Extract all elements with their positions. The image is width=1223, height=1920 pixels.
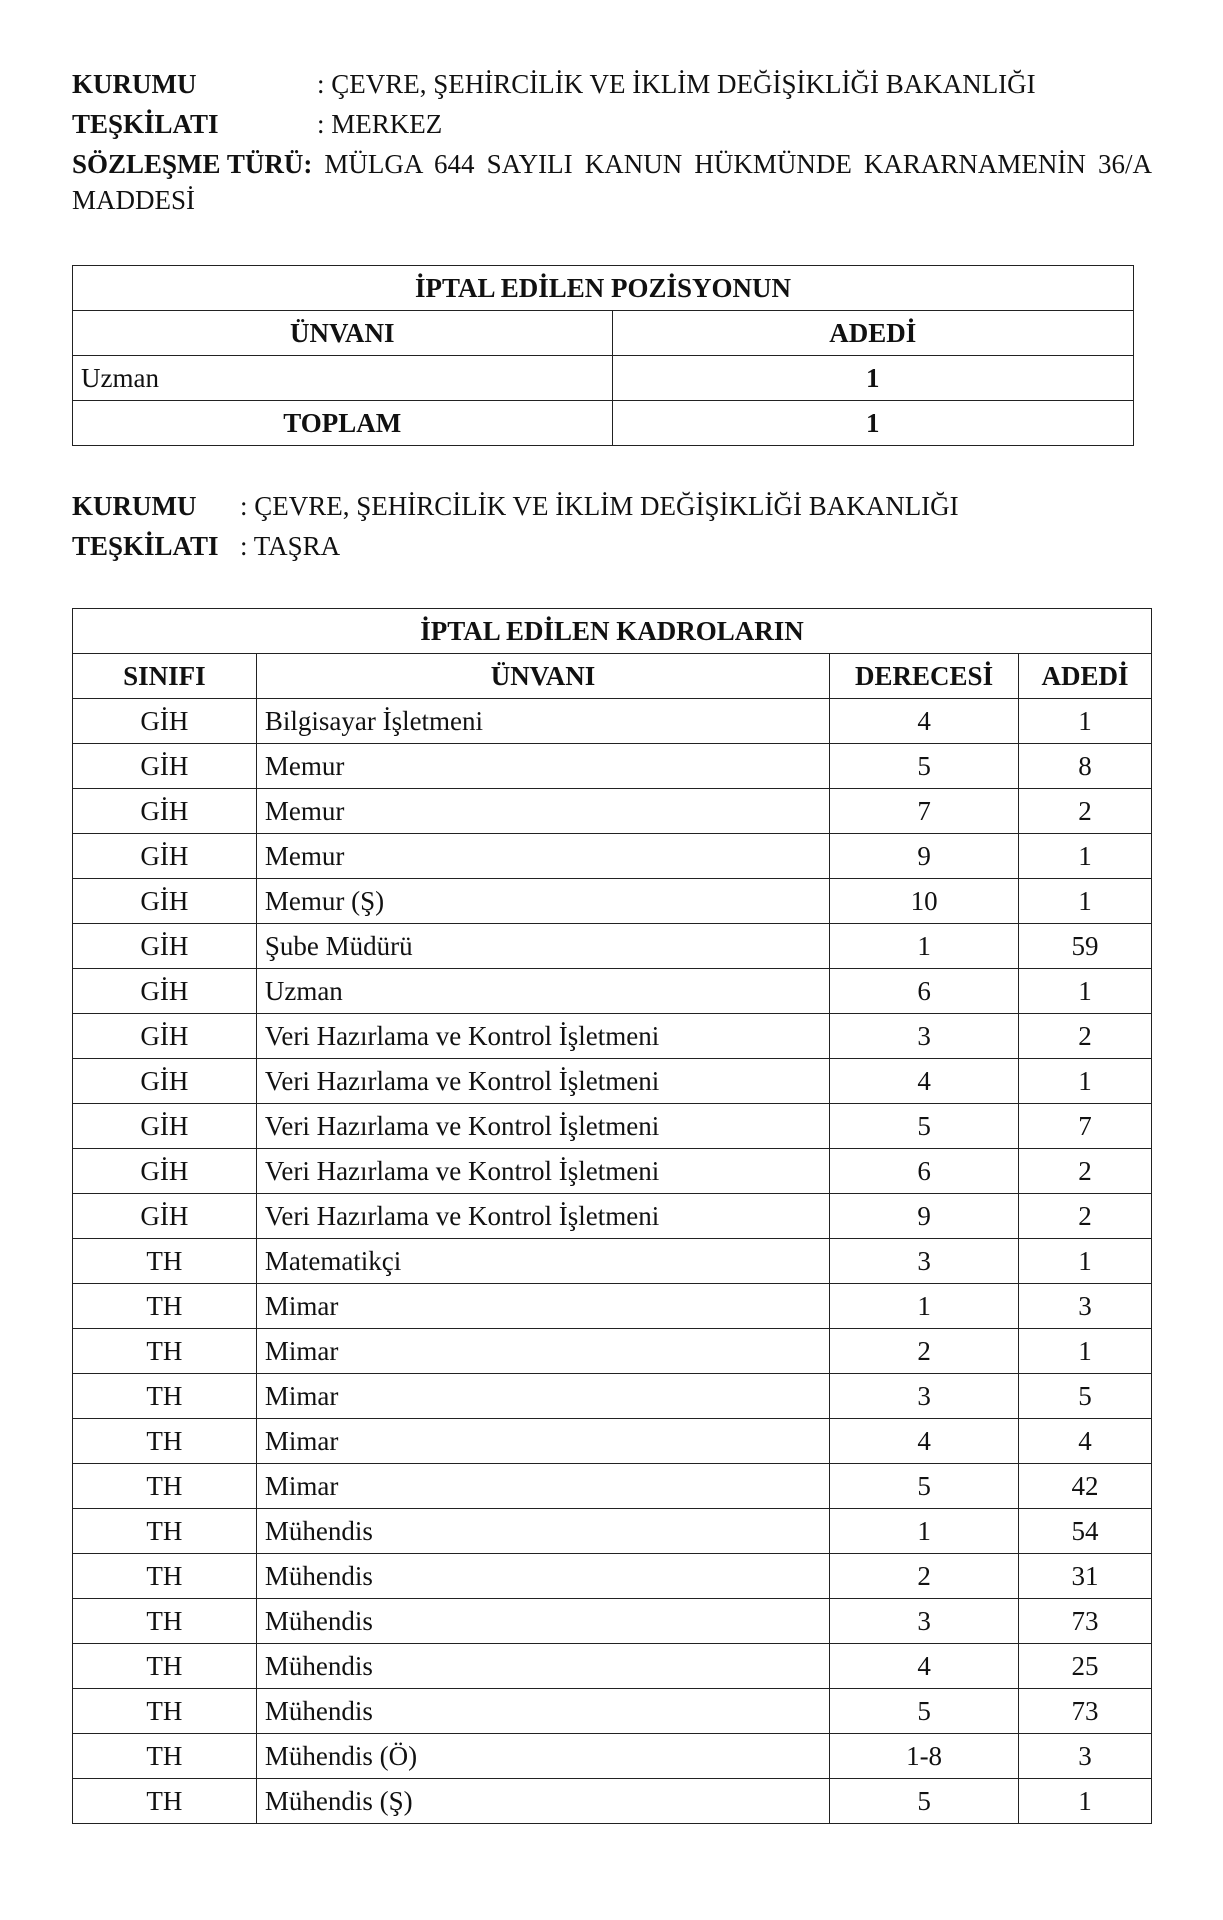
cell-unvani: Mühendis (Ş) <box>256 1779 829 1824</box>
cell-unvani: Memur <box>256 789 829 834</box>
cell-sinifi: TH <box>73 1734 257 1779</box>
table-row <box>73 924 1152 969</box>
cell-sinifi: TH <box>73 1689 257 1734</box>
cell-unvani: Şube Müdürü <box>256 924 829 969</box>
cell-unvani: Mühendis <box>256 1644 829 1689</box>
cell-unvani: Memur <box>256 834 829 879</box>
cell-adedi: 1 <box>1019 969 1152 1014</box>
cell-adedi: 2 <box>1019 1149 1152 1194</box>
cell-adedi: 73 <box>1019 1689 1152 1734</box>
cell-sinifi: TH <box>73 1779 257 1824</box>
cell-adedi: 3 <box>1019 1734 1152 1779</box>
cell-sinifi: TH <box>73 1644 257 1689</box>
cell-unvani: Memur (Ş) <box>256 879 829 924</box>
cell-unvani: Uzman <box>256 969 829 1014</box>
cell-adedi: 7 <box>1019 1104 1152 1149</box>
cell-unvani: Uzman <box>73 356 613 401</box>
table-row <box>73 834 1152 879</box>
cell-adedi: 25 <box>1019 1644 1152 1689</box>
cell-unvani: Veri Hazırlama ve Kontrol İşletmeni <box>256 1059 829 1104</box>
cell-derecesi: 3 <box>830 1374 1019 1419</box>
total-label: TOPLAM <box>73 401 613 446</box>
cell-unvani: Memur <box>256 744 829 789</box>
cell-derecesi: 4 <box>830 699 1019 744</box>
cell-derecesi: 2 <box>830 1554 1019 1599</box>
table-row <box>73 699 1152 744</box>
cell-sinifi: GİH <box>73 744 257 789</box>
kurumu-value: : ÇEVRE, ŞEHİRCİLİK VE İKLİM DEĞİŞİKLİĞİ BAKANLIĞI <box>240 491 959 521</box>
cell-sinifi: TH <box>73 1554 257 1599</box>
cell-sinifi: GİH <box>73 699 257 744</box>
cell-sinifi: TH <box>73 1284 257 1329</box>
cell-sinifi: GİH <box>73 879 257 924</box>
cell-sinifi: TH <box>73 1464 257 1509</box>
table-row <box>73 1554 1152 1599</box>
cell-adedi: 73 <box>1019 1599 1152 1644</box>
cell-derecesi: 5 <box>830 1104 1019 1149</box>
table-row <box>73 789 1152 834</box>
table-row <box>73 1239 1152 1284</box>
table-row <box>73 1644 1152 1689</box>
table-row <box>73 1329 1152 1374</box>
cell-adedi: 3 <box>1019 1284 1152 1329</box>
cell-derecesi: 5 <box>830 1779 1019 1824</box>
cell-derecesi: 5 <box>830 744 1019 789</box>
column-header-adedi: ADEDİ <box>1019 654 1152 699</box>
table-row <box>73 969 1152 1014</box>
table-row <box>73 1599 1152 1644</box>
kadrolar-table-body <box>73 699 1152 1824</box>
cell-adedi: 5 <box>1019 1374 1152 1419</box>
cell-derecesi: 10 <box>830 879 1019 924</box>
cell-unvani: Veri Hazırlama ve Kontrol İşletmeni <box>256 1014 829 1059</box>
sozlesme-label: SÖZLEŞME TÜRÜ: <box>72 149 313 179</box>
table-row <box>73 1194 1152 1239</box>
column-header-derecesi: DERECESİ <box>830 654 1019 699</box>
table-row <box>73 1059 1152 1104</box>
cell-derecesi: 3 <box>830 1014 1019 1059</box>
cell-unvani: Veri Hazırlama ve Kontrol İşletmeni <box>256 1194 829 1239</box>
cell-derecesi: 9 <box>830 834 1019 879</box>
cell-sinifi: GİH <box>73 924 257 969</box>
cell-derecesi: 3 <box>830 1599 1019 1644</box>
cell-sinifi: TH <box>73 1239 257 1284</box>
cell-sinifi: TH <box>73 1374 257 1419</box>
cell-unvani: Veri Hazırlama ve Kontrol İşletmeni <box>256 1149 829 1194</box>
table-row <box>73 1464 1152 1509</box>
cell-sinifi: GİH <box>73 834 257 879</box>
tasra-teskilati-line <box>72 528 340 564</box>
cell-derecesi: 3 <box>830 1239 1019 1284</box>
cell-adedi: 1 <box>1019 1059 1152 1104</box>
table-row <box>73 1374 1152 1419</box>
column-header-sinifi: SINIFI <box>73 654 257 699</box>
kurumu-label: KURUMU <box>72 69 197 99</box>
cell-adedi: 2 <box>1019 789 1152 834</box>
total-value: 1 <box>612 401 1134 446</box>
table-header-row <box>73 654 1152 699</box>
cell-sinifi: TH <box>73 1329 257 1374</box>
cell-adedi: 1 <box>1019 834 1152 879</box>
teskilati-value: : MERKEZ <box>317 109 443 139</box>
table-row <box>73 1419 1152 1464</box>
cell-adedi: 1 <box>1019 879 1152 924</box>
cell-unvani: Mimar <box>256 1284 829 1329</box>
cell-adedi: 1 <box>1019 1239 1152 1284</box>
cell-unvani: Mühendis (Ö) <box>256 1734 829 1779</box>
teskilati-label: TEŞKİLATI <box>72 531 219 561</box>
cell-unvani: Mühendis <box>256 1554 829 1599</box>
table-row <box>73 744 1152 789</box>
cell-derecesi: 4 <box>830 1059 1019 1104</box>
cell-sinifi: GİH <box>73 789 257 834</box>
cell-sinifi: GİH <box>73 1059 257 1104</box>
cell-derecesi: 7 <box>830 789 1019 834</box>
cell-unvani: Mühendis <box>256 1599 829 1644</box>
cell-derecesi: 5 <box>830 1464 1019 1509</box>
merkez-teskilati-line <box>72 106 442 142</box>
cell-derecesi: 2 <box>830 1329 1019 1374</box>
kurumu-value: : ÇEVRE, ŞEHİRCİLİK VE İKLİM DEĞİŞİKLİĞİ BAKANLIĞI <box>317 69 1036 99</box>
cell-derecesi: 6 <box>830 1149 1019 1194</box>
table-row <box>73 1689 1152 1734</box>
sozlesme-turu-line <box>72 146 1152 218</box>
cell-sinifi: GİH <box>73 969 257 1014</box>
column-header-adedi: ADEDİ <box>612 311 1134 356</box>
sozlesme-value: MÜLGA 644 SAYILI KANUN HÜKMÜNDE KARARNAMENİN 36/A MADDESİ <box>72 149 1153 215</box>
cell-derecesi: 5 <box>830 1689 1019 1734</box>
table-title: İPTAL EDİLEN KADROLARIN <box>73 609 1152 654</box>
cell-derecesi: 4 <box>830 1419 1019 1464</box>
cell-derecesi: 9 <box>830 1194 1019 1239</box>
cell-unvani: Mimar <box>256 1374 829 1419</box>
teskilati-label: TEŞKİLATI <box>72 109 219 139</box>
cell-unvani: Veri Hazırlama ve Kontrol İşletmeni <box>256 1104 829 1149</box>
table-row <box>73 1509 1152 1554</box>
cell-unvani: Mimar <box>256 1419 829 1464</box>
kadrolar-table <box>72 608 1152 1824</box>
cell-sinifi: TH <box>73 1419 257 1464</box>
teskilati-value: : TAŞRA <box>240 531 341 561</box>
cell-adedi: 1 <box>612 356 1134 401</box>
cell-adedi: 1 <box>1019 1779 1152 1824</box>
cell-sinifi: GİH <box>73 1149 257 1194</box>
cell-sinifi: TH <box>73 1509 257 1554</box>
table-title-row <box>73 266 1134 311</box>
cell-adedi: 4 <box>1019 1419 1152 1464</box>
cell-adedi: 31 <box>1019 1554 1152 1599</box>
cell-adedi: 54 <box>1019 1509 1152 1554</box>
cell-sinifi: GİH <box>73 1014 257 1059</box>
cell-sinifi: GİH <box>73 1194 257 1239</box>
column-header-unvani: ÜNVANI <box>256 654 829 699</box>
cell-unvani: Mimar <box>256 1464 829 1509</box>
cell-unvani: Mimar <box>256 1329 829 1374</box>
cell-unvani: Mühendis <box>256 1689 829 1734</box>
cell-derecesi: 1 <box>830 1509 1019 1554</box>
table-row <box>73 356 1134 401</box>
kurumu-label: KURUMU <box>72 491 197 521</box>
cell-derecesi: 4 <box>830 1644 1019 1689</box>
cell-unvani: Matematikçi <box>256 1239 829 1284</box>
table-row <box>73 1014 1152 1059</box>
cell-adedi: 1 <box>1019 699 1152 744</box>
table-row <box>73 879 1152 924</box>
table-title-row <box>73 609 1152 654</box>
positions-table-body <box>73 356 1134 401</box>
cell-adedi: 59 <box>1019 924 1152 969</box>
cell-adedi: 8 <box>1019 744 1152 789</box>
table-row <box>73 1149 1152 1194</box>
total-row <box>73 401 1134 446</box>
cell-adedi: 2 <box>1019 1194 1152 1239</box>
table-row <box>73 1104 1152 1149</box>
cell-adedi: 42 <box>1019 1464 1152 1509</box>
table-row <box>73 1779 1152 1824</box>
table-title: İPTAL EDİLEN POZİSYONUN <box>73 266 1134 311</box>
cell-derecesi: 1 <box>830 1284 1019 1329</box>
cell-derecesi: 1 <box>830 924 1019 969</box>
cell-sinifi: TH <box>73 1599 257 1644</box>
cell-derecesi: 6 <box>830 969 1019 1014</box>
cell-adedi: 2 <box>1019 1014 1152 1059</box>
merkez-kurumu-line <box>72 66 1036 102</box>
positions-table <box>72 265 1134 446</box>
cell-unvani: Bilgisayar İşletmeni <box>256 699 829 744</box>
cell-derecesi: 1-8 <box>830 1734 1019 1779</box>
cell-unvani: Mühendis <box>256 1509 829 1554</box>
cell-sinifi: GİH <box>73 1104 257 1149</box>
column-header-unvani: ÜNVANI <box>73 311 613 356</box>
table-row <box>73 1734 1152 1779</box>
table-row <box>73 1284 1152 1329</box>
tasra-kurumu-line <box>72 488 959 524</box>
table-header-row <box>73 311 1134 356</box>
cell-adedi: 1 <box>1019 1329 1152 1374</box>
